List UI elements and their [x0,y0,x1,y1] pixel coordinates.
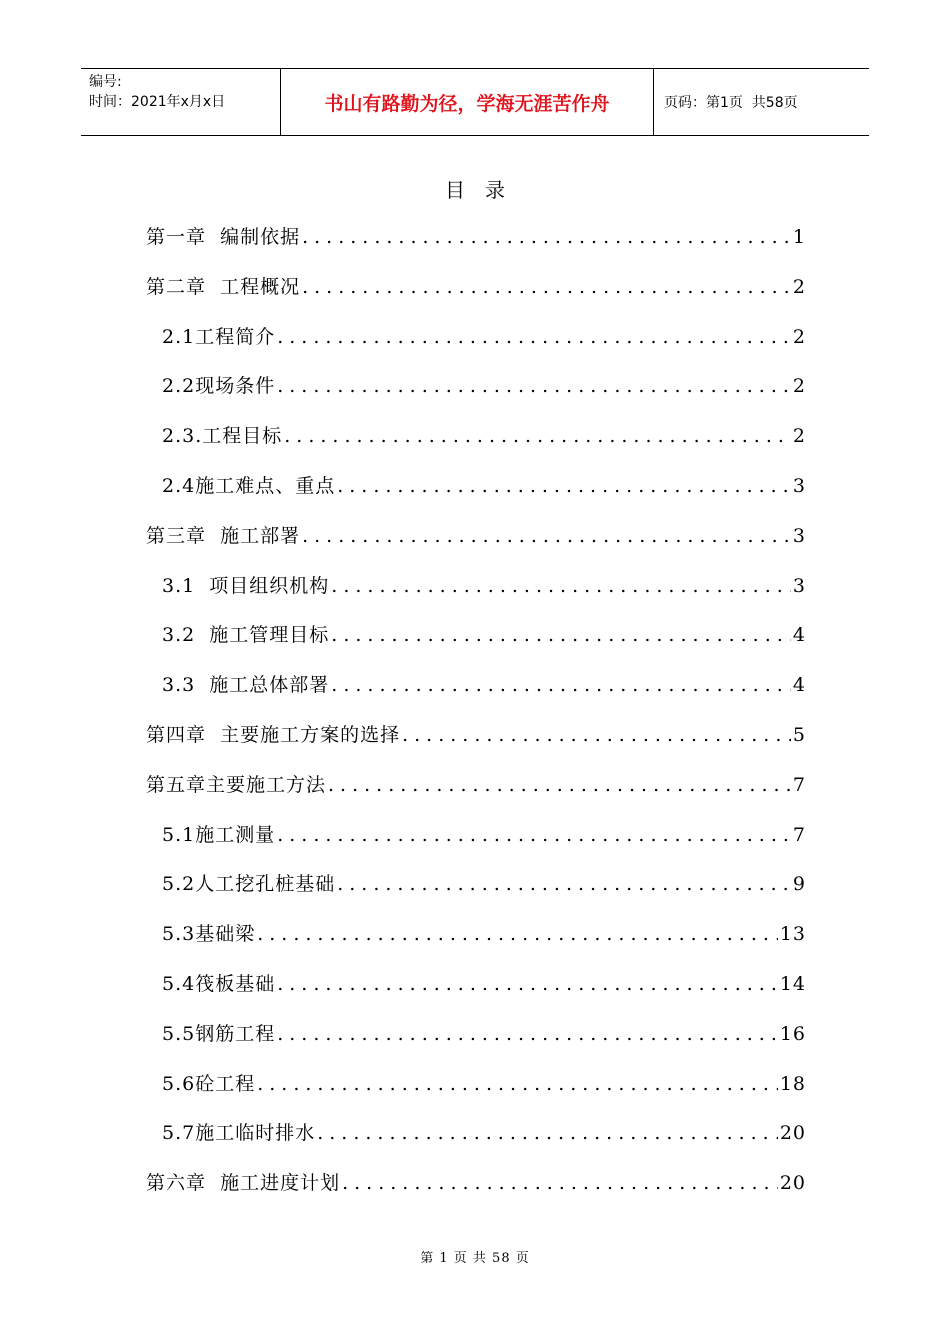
toc-entry-label: 第五章主要施工方法 [146,773,327,796]
toc-dot-leader [331,571,791,601]
toc-entry-label: 5.6砼工程 [162,1072,256,1095]
toc-dot-leader [337,869,791,899]
toc-entry-page: 2 [792,425,806,448]
toc-entry-label: 5.5钢筋工程 [162,1022,276,1045]
toc-entry-page: 9 [792,873,806,896]
toc-entry[interactable] [146,272,806,322]
toc-entry-page: 2 [792,375,806,398]
document-time-label: 时间：2021年x月x日 [89,94,226,110]
header-meta-cell [81,69,281,135]
page-footer: 第 1 页 共 58 页 [420,1251,530,1266]
toc-entry[interactable] [146,919,806,969]
toc-entry-label: 5.3基础梁 [162,923,256,946]
document-number-label: 编号: [89,74,122,90]
toc-dot-leader [302,222,791,252]
toc-entry[interactable] [146,820,806,870]
toc-entry[interactable] [146,421,806,471]
toc-entry-page: 4 [792,674,806,697]
toc-entry-label: 第二章 工程概况 [146,275,301,298]
toc-entry-page: 18 [779,1072,806,1095]
toc-entry-page: 7 [792,823,806,846]
toc-dot-leader [317,1118,778,1148]
toc-entry[interactable] [146,571,806,621]
toc-entry-label: 第六章 施工进度计划 [146,1172,341,1195]
toc-dot-leader [331,620,791,650]
toc-entry-label: 5.7施工临时排水 [162,1122,316,1145]
toc-entry[interactable] [146,222,806,272]
header-motto: 书山有路勤为径，学海无涯苦作舟 [324,92,610,115]
toc-entry-label: 2.3.工程目标 [162,425,283,448]
toc-entry[interactable] [146,322,806,372]
toc-entry-page: 5 [792,723,806,746]
toc-entry-page: 7 [792,773,806,796]
toc-entry-label: 5.2人工挖孔桩基础 [162,873,336,896]
header-page-info: 页码：第1页 共58页 [664,95,798,111]
toc-entry-label: 2.4施工难点、重点 [162,474,336,497]
toc-entry-page: 3 [792,574,806,597]
toc-entry-label: 3.3 施工总体部署 [162,674,330,697]
toc-entry[interactable] [146,1019,806,1069]
toc-entry-page: 3 [792,524,806,547]
toc-entry[interactable] [146,620,806,670]
toc-entry[interactable] [146,471,806,521]
toc-title: 目录 [445,178,525,202]
toc-entry-page: 2 [792,275,806,298]
toc-entry[interactable] [146,1118,806,1168]
toc-entry-label: 2.1工程简介 [162,325,276,348]
toc-dot-leader [277,371,791,401]
toc-entry-page: 20 [779,1172,806,1195]
toc-entry-page: 2 [792,325,806,348]
toc-entry-label: 第四章 主要施工方案的选择 [146,723,401,746]
toc-dot-leader [331,670,791,700]
toc-entry-label: 第一章 编制依据 [146,226,301,248]
table-of-contents [146,222,806,1218]
toc-dot-leader [342,1168,778,1198]
toc-entry[interactable] [146,770,806,820]
toc-entry-page: 14 [779,972,806,995]
toc-entry-label: 第三章 施工部署 [146,524,301,547]
toc-entry-page: 13 [779,923,806,946]
toc-entry[interactable] [146,371,806,421]
toc-entry[interactable] [146,869,806,919]
toc-entry-label: 5.4筏板基础 [162,972,276,995]
toc-dot-leader [277,820,791,850]
toc-dot-leader [302,521,791,551]
toc-entry-page: 4 [792,624,806,647]
toc-dot-leader [277,969,778,999]
toc-entry-page: 20 [779,1122,806,1145]
toc-entry-page: 3 [792,474,806,497]
toc-dot-leader [402,720,791,750]
toc-entry-page: 1 [792,226,806,248]
toc-entry[interactable] [146,969,806,1019]
toc-dot-leader [277,1019,778,1049]
toc-entry[interactable] [146,1069,806,1119]
toc-entry[interactable] [146,670,806,720]
toc-dot-leader [284,421,791,451]
toc-dot-leader [257,919,778,949]
toc-entry[interactable] [146,1168,806,1218]
toc-entry[interactable] [146,720,806,770]
toc-entry-label: 2.2现场条件 [162,375,276,398]
toc-dot-leader [337,471,791,501]
toc-dot-leader [302,272,791,302]
toc-entry-label: 3.2 施工管理目标 [162,624,330,647]
toc-dot-leader [257,1069,778,1099]
toc-entry[interactable] [146,521,806,571]
toc-entry-label: 3.1 项目组织机构 [162,574,330,597]
header-motto-cell [281,69,654,135]
toc-entry-label: 5.1施工测量 [162,823,276,846]
document-header [81,68,869,136]
toc-dot-leader [277,322,791,352]
toc-dot-leader [328,770,791,800]
toc-entry-page: 16 [779,1022,806,1045]
header-page-cell [654,69,869,135]
